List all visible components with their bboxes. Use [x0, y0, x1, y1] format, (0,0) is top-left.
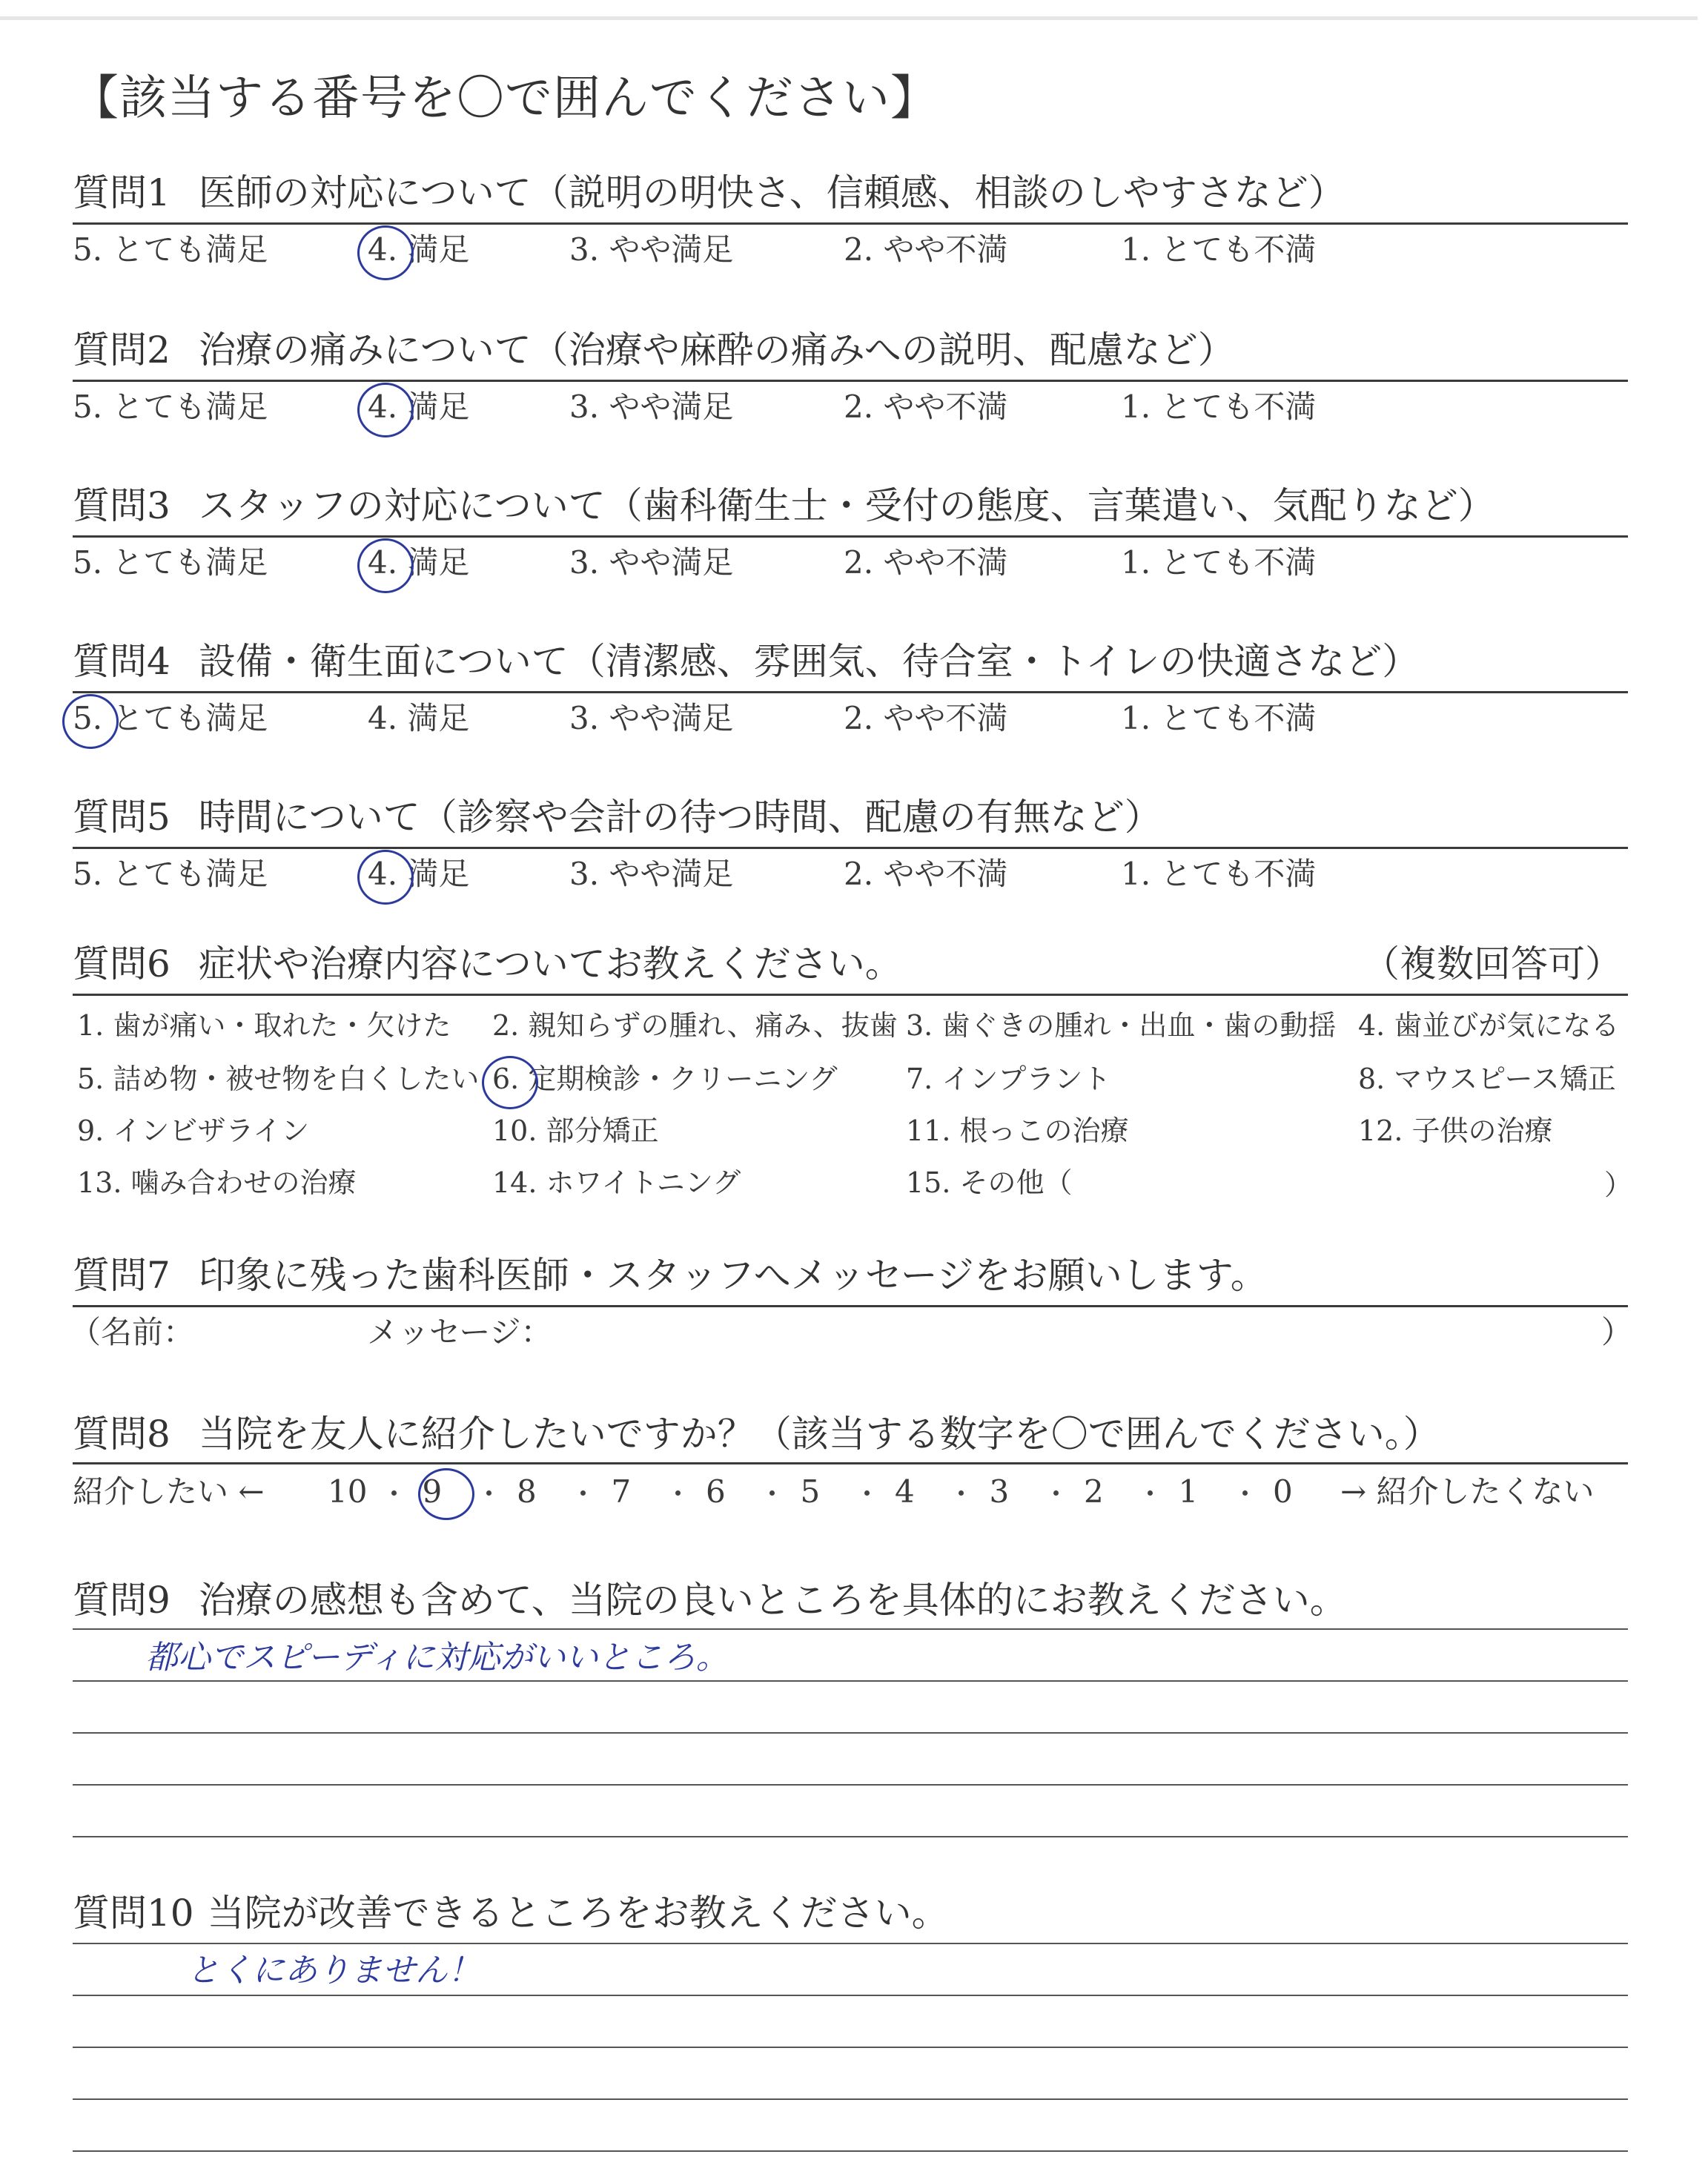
q5-option-1[interactable]: 1. とても不満 — [1121, 856, 1317, 892]
q3-option-2[interactable]: 2. やや不満 — [844, 544, 1008, 581]
q2-option-4[interactable]: 4. 満足 — [368, 389, 470, 425]
q4-selected-circle — [62, 694, 119, 749]
q3-rule — [73, 535, 1628, 538]
q9-handwritten-answer: 都心でスピーディに対応がいいところ。 — [145, 1639, 729, 1677]
q8-separator-dot — [580, 1490, 586, 1496]
q2-number: 質問2 — [73, 328, 171, 371]
q8-heading — [73, 1410, 1440, 1458]
q3-option-1[interactable]: 1. とても不満 — [1121, 544, 1317, 581]
q9-line-3 — [73, 1732, 1628, 1734]
q8-scale-0[interactable]: 0 — [1273, 1473, 1293, 1510]
q8-right-label: → 紹介したくない — [1340, 1473, 1595, 1510]
q6-option-4[interactable]: 4. 歯並びが気になる — [1358, 1009, 1620, 1042]
q8-separator-dot — [675, 1490, 681, 1496]
q4-rule — [73, 691, 1628, 693]
q8-separator-dot — [1242, 1490, 1248, 1496]
q6-option-14[interactable]: 14. ホワイトニング — [492, 1166, 741, 1199]
q4-option-2[interactable]: 2. やや不満 — [844, 700, 1008, 736]
page-title: 【該当する番号を〇で囲んでください】 — [71, 71, 939, 126]
q8-scale-1[interactable]: 1 — [1178, 1473, 1199, 1510]
q8-scale-4[interactable]: 4 — [895, 1473, 915, 1510]
q1-rule — [73, 222, 1628, 225]
q8-left-label: 紹介したい ← — [73, 1473, 265, 1510]
q1-option-1[interactable]: 1. とても不満 — [1121, 231, 1317, 268]
q8-scale-7[interactable]: 7 — [611, 1473, 632, 1510]
q1-number: 質問1 — [73, 171, 171, 214]
q5-selected-circle — [357, 850, 414, 905]
q9-line-1 — [73, 1628, 1628, 1630]
q8-number: 質問8 — [73, 1413, 171, 1456]
q5-option-5[interactable]: 5. とても満足 — [73, 856, 268, 892]
q4-option-3[interactable]: 3. やや満足 — [569, 700, 734, 736]
q7-message-label: メッセージ： — [367, 1314, 552, 1350]
q6-option-9[interactable]: 9. インビザライン — [77, 1114, 310, 1147]
q8-scale-8[interactable]: 8 — [517, 1473, 537, 1510]
q10-text: 当院が改善できるところをお教えください。 — [207, 1892, 949, 1935]
q8-rule — [73, 1462, 1628, 1464]
q4-option-5[interactable]: 5. とても満足 — [73, 700, 268, 736]
q2-option-3[interactable]: 3. やや満足 — [569, 389, 734, 425]
q8-separator-dot — [959, 1490, 964, 1496]
q10-number: 質問10 — [73, 1892, 194, 1935]
q6-option-2[interactable]: 2. 親知らずの腫れ、痛み、抜歯 — [492, 1009, 898, 1042]
q4-number: 質問4 — [73, 640, 171, 683]
q9-line-5 — [73, 1836, 1628, 1837]
q6-option-7[interactable]: 7. インプラント — [906, 1063, 1111, 1095]
q8-separator-dot — [769, 1490, 775, 1496]
q10-line-3 — [73, 2047, 1628, 2048]
q9-heading — [73, 1576, 1347, 1624]
q2-option-2[interactable]: 2. やや不満 — [844, 389, 1008, 425]
q6-number: 質問6 — [73, 942, 171, 985]
q5-text: 時間について（診察や会計の待つ時間、配慮の有無など） — [198, 796, 1162, 839]
q1-option-3[interactable]: 3. やや満足 — [569, 231, 734, 268]
q5-option-2[interactable]: 2. やや不満 — [844, 856, 1008, 892]
scan-edge — [0, 16, 1698, 20]
q3-number: 質問3 — [73, 484, 171, 527]
q6-option-3[interactable]: 3. 歯ぐきの腫れ・出血・歯の動揺 — [906, 1009, 1337, 1042]
q5-option-4[interactable]: 4. 満足 — [368, 856, 470, 892]
q10-line-2 — [73, 1995, 1628, 1996]
q6-note: （複数回答可） — [1363, 942, 1622, 985]
q1-heading — [73, 169, 1345, 217]
q4-heading — [73, 638, 1419, 685]
q8-scale-10[interactable]: 10 — [328, 1473, 368, 1510]
q3-option-4[interactable]: 4. 満足 — [368, 544, 470, 581]
q8-scale-9[interactable]: 9 — [422, 1473, 443, 1510]
q3-text: スタッフの対応について（歯科衛生士・受付の態度、言葉遣い、気配りなど） — [198, 484, 1495, 527]
q10-line-1 — [73, 1943, 1628, 1944]
q8-scale-5[interactable]: 5 — [800, 1473, 821, 1510]
q6-option-1[interactable]: 1. 歯が痛い・取れた・欠けた — [77, 1009, 451, 1042]
q9-line-2 — [73, 1680, 1628, 1682]
q2-selected-circle — [357, 383, 414, 437]
q2-option-1[interactable]: 1. とても不満 — [1121, 389, 1317, 425]
q9-line-4 — [73, 1784, 1628, 1786]
q5-rule — [73, 847, 1628, 849]
q8-separator-dot — [1053, 1490, 1059, 1496]
q8-scale-3[interactable]: 3 — [989, 1473, 1010, 1510]
q6-heading — [73, 940, 902, 988]
q6-option-13[interactable]: 13. 噛み合わせの治療 — [77, 1166, 357, 1199]
q9-text: 治療の感想も含めて、当院の良いところを具体的にお教えください。 — [198, 1579, 1347, 1622]
q3-selected-circle — [357, 538, 414, 593]
q7-heading — [73, 1252, 1268, 1299]
q6-option-10[interactable]: 10. 部分矯正 — [492, 1114, 659, 1147]
q7-number: 質問7 — [73, 1254, 171, 1297]
q9-number: 質問9 — [73, 1579, 171, 1622]
q6-option-8[interactable]: 8. マウスピース矯正 — [1358, 1063, 1616, 1095]
q8-separator-dot — [486, 1490, 491, 1496]
q5-number: 質問5 — [73, 796, 171, 839]
q7-close-paren: ） — [1601, 1314, 1633, 1350]
q6-selected-circle — [482, 1056, 538, 1109]
q1-option-4[interactable]: 4. 満足 — [368, 231, 470, 268]
q3-heading — [73, 482, 1495, 529]
q1-text: 医師の対応について（説明の明快さ、信頼感、相談のしやすさなど） — [198, 171, 1345, 214]
q8-separator-dot — [391, 1490, 397, 1496]
q6-text: 症状や治療内容についてお教えください。 — [198, 942, 902, 985]
q6-option-11[interactable]: 11. 根っこの治療 — [906, 1114, 1129, 1147]
q5-option-3[interactable]: 3. やや満足 — [569, 856, 734, 892]
q6-option-6[interactable]: 6. 定期検診・クリーニング — [492, 1063, 838, 1095]
q8-scale-6[interactable]: 6 — [706, 1473, 726, 1510]
q8-selected-circle — [418, 1468, 474, 1520]
q4-option-1[interactable]: 1. とても不満 — [1121, 700, 1317, 736]
q8-scale-2[interactable]: 2 — [1084, 1473, 1104, 1510]
q2-option-5[interactable]: 5. とても満足 — [73, 389, 268, 425]
q6-option-5[interactable]: 5. 詰め物・被せ物を白くしたい — [77, 1063, 480, 1095]
q8-separator-dot — [864, 1490, 870, 1496]
q10-line-5 — [73, 2150, 1628, 2152]
q7-rule — [73, 1305, 1628, 1307]
q3-option-5[interactable]: 5. とても満足 — [73, 544, 268, 581]
q2-heading — [73, 326, 1235, 374]
q5-heading — [73, 793, 1162, 841]
q6-option-15[interactable]: 15. その他（ — [906, 1166, 1073, 1199]
q2-text: 治療の痛みについて（治療や麻酔の痛みへの説明、配慮など） — [198, 328, 1235, 371]
q6-close-paren: ） — [1604, 1169, 1633, 1201]
q2-rule — [73, 380, 1628, 382]
q4-text: 設備・衛生面について（清潔感、雰囲気、待合室・トイレの快適さなど） — [198, 640, 1420, 683]
q4-option-4[interactable]: 4. 満足 — [368, 700, 470, 736]
q8-text: 当院を友人に紹介したいですか？（該当する数字を〇で囲んでください。） — [198, 1413, 1440, 1456]
q1-selected-circle — [357, 225, 414, 280]
q7-name-label: （名前： — [70, 1314, 195, 1350]
q1-option-2[interactable]: 2. やや不満 — [844, 231, 1008, 268]
q6-option-12[interactable]: 12. 子供の治療 — [1358, 1114, 1553, 1147]
q10-heading — [73, 1889, 949, 1937]
q1-option-5[interactable]: 5. とても満足 — [73, 231, 268, 268]
q7-text: 印象に残った歯科医師・スタッフへメッセージをお願いします。 — [198, 1254, 1268, 1297]
q3-option-3[interactable]: 3. やや満足 — [569, 544, 734, 581]
q8-separator-dot — [1148, 1490, 1153, 1496]
q10-line-4 — [73, 2098, 1628, 2100]
q10-handwritten-answer: とくにありません！ — [187, 1952, 480, 1989]
q6-rule — [73, 994, 1628, 996]
